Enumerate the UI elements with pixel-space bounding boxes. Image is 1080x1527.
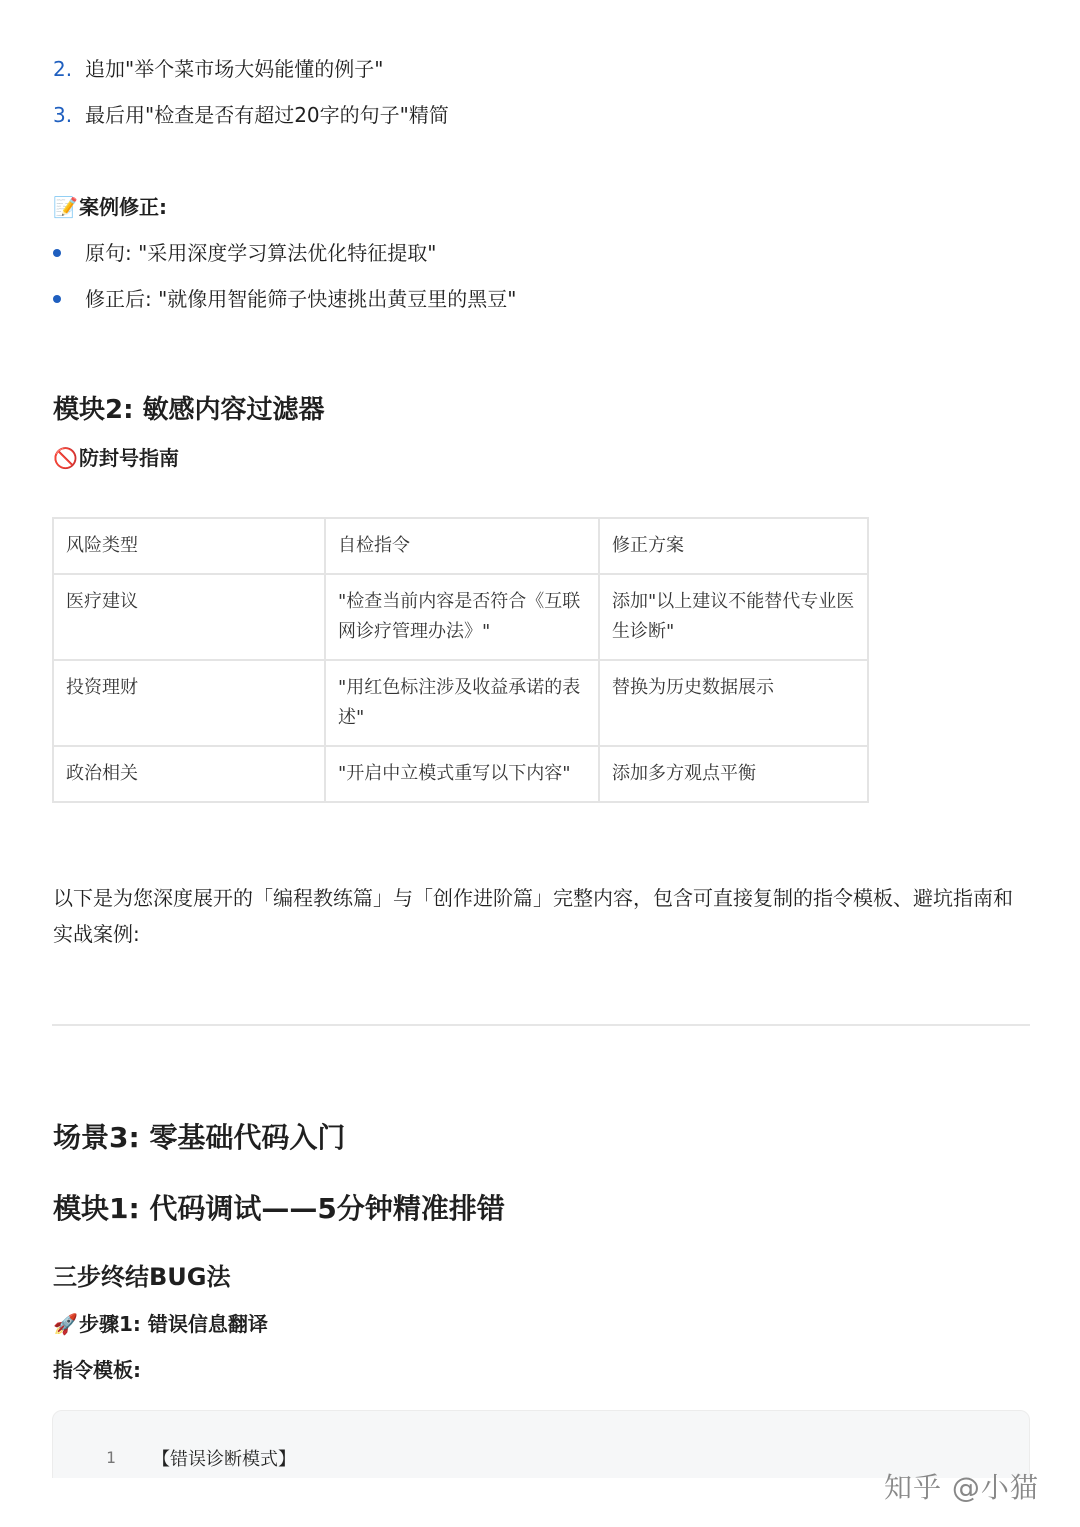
module2-subheading [53,443,179,473]
step1-heading [53,1309,268,1339]
ordered-list-item [53,54,383,84]
rocket-icon: 🚀 [53,1312,78,1336]
no-entry-icon: 🚫 [53,446,78,470]
watermark: 知乎 @小猫 [884,1471,1039,1504]
table-header-cell: 自检指令 [325,518,599,574]
bullet-text: 修正后: "就像用智能筛子快速挑出黄豆里的黑豆" [85,287,517,311]
list-number: 2. [53,57,73,81]
table-row [53,746,868,802]
table-cell: 替换为历史数据展示 [599,660,868,746]
bullet-dot [53,249,61,257]
step1-title: 步骤1: 错误信息翻译 [79,1312,268,1336]
template-label: 指令模板: [53,1358,141,1382]
memo-icon: 📝 [53,195,78,219]
scene3-heading: 场景3: 零基础代码入门 [53,1121,346,1154]
module2-heading: 模块2: 敏感内容过滤器 [53,395,325,425]
case-correction-heading [53,192,167,222]
list-item-text: 最后用"检查是否有超过20字的句子"精简 [85,103,449,127]
bullet-dot [53,295,61,303]
bullet-item [53,284,517,314]
table-row [53,660,868,746]
table-row [53,574,868,660]
table-cell: "开启中立模式重写以下内容" [325,746,599,802]
list-item-text: 追加"举个菜市场大妈能懂的例子" [85,57,384,81]
case-correction-title: 案例修正: [79,195,167,219]
subheading-text: 防封号指南 [79,446,179,470]
intro-paragraph: 以下是为您深度展开的「编程教练篇」与「创作进阶篇」完整内容，包含可直接复制的指令模板、避坑指南和实战案例: [53,886,1013,946]
table-cell: "检查当前内容是否符合《互联网诊疗管理办法》" [325,574,599,660]
table-cell: 投资理财 [53,660,325,746]
code-line-number: 1 [106,1448,116,1467]
method-heading: 三步终结BUG法 [53,1263,231,1291]
table-header-cell: 风险类型 [53,518,325,574]
list-number: 3. [53,103,73,127]
ordered-list-item [53,100,449,130]
table-cell: 添加"以上建议不能替代专业医生诊断" [599,574,868,660]
module1-heading: 模块1: 代码调试——5分钟精准排错 [53,1192,505,1225]
table-cell: 添加多方观点平衡 [599,746,868,802]
code-line: 【错误诊断模式】 [152,1449,296,1470]
risk-table [52,517,869,803]
bullet-text: 原句: "采用深度学习算法优化特征提取" [85,241,437,265]
table-header-cell: 修正方案 [599,518,868,574]
bullet-item [53,238,437,268]
divider [52,1024,1030,1026]
table-cell: 医疗建议 [53,574,325,660]
table-cell: 政治相关 [53,746,325,802]
table-header-row [53,518,868,574]
table-cell: "用红色标注涉及收益承诺的表述" [325,660,599,746]
